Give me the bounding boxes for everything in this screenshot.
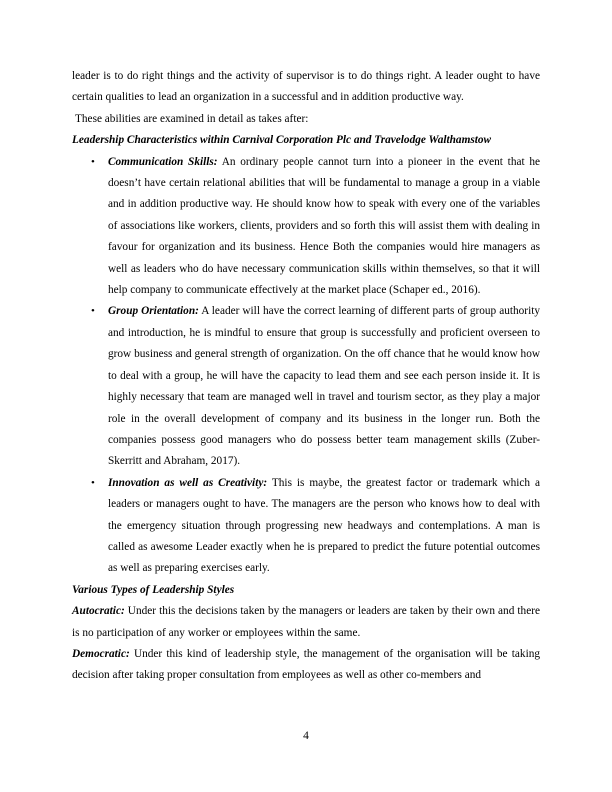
list-item-communication — [72, 152, 540, 302]
style-text: Under this kind of leadership style, the management of the organisation will be taking decision after taking proper consultation from employees as well as other co-members and — [72, 647, 540, 682]
bullet-term: Group Orientation: — [108, 305, 199, 318]
style-paragraph-democratic — [72, 644, 540, 687]
list-item-innovation — [72, 473, 540, 580]
intro-paragraph: leader is to do right things and the activity of supervisor is to do things right. A leader ought to have certain qualities to lead an organization in a successful and in addition productive way. — [72, 70, 540, 104]
bullet-icon: • — [91, 476, 95, 489]
bullet-text: An ordinary people cannot turn into a pioneer in the event that he doesn’t have certain relational abilities that will be fundamental to manage a group in a viable and in addition productive way. He should know how to speak with every one of the variables of associations like workers, clients, providers and so forth this will assist them with dealing in favour for organization and its business. Hence Both the companies would hire managers as well as leaders who do have necessary communication skills within themselves, so that it will help company to communicate effectively at the market place (Schaper ed., 2016). — [108, 155, 541, 297]
characteristics-list — [72, 152, 540, 580]
bullet-text: A leader will have the correct learning of different parts of group authority and introduction, he is mindful to ensure that group is successfully and proficient overseen to grow business and general strength of organization. On the off chance that he would know how to deal with a group, he will have the capacity to lead them and see each person inside it. It is highly necessary that team are managed well in travel and tourism sector, as they play a major role in the overall development of company and its business in the longer run. Both the companies possess good managers who do possess better team management skills (Zuber-Skerritt and Abraham, 2017). — [108, 305, 540, 468]
bullet-term: Communication Skills: — [108, 155, 218, 168]
bullet-term: Innovation as well as Creativity: — [108, 476, 268, 489]
page-number: 4 — [303, 730, 309, 742]
intro-line: These abilities are examined in detail as takes after: — [75, 112, 309, 125]
heading-leadership-characteristics: Leadership Characteristics within Carnival Corporation Plc and Travelodge Walthamstow — [72, 134, 492, 147]
list-item-group-orientation — [72, 301, 540, 472]
document-body — [72, 66, 540, 687]
style-term: Autocratic: — [72, 605, 125, 618]
bullet-text: This is maybe, the greatest factor or trademark which a leaders or managers ought to have. The managers are the person who knows how to deal with the emergency situation through progressing new headways and contemplations. A man is called as awesome Leader exactly when he is prepared to predict the future potential outcomes as well as preparing exercises early. — [108, 476, 541, 575]
style-term: Democratic: — [72, 647, 130, 660]
style-paragraph-autocratic — [72, 601, 540, 644]
bullet-icon: • — [91, 155, 95, 168]
style-text: Under this the decisions taken by the managers or leaders are taken by their own and there is no participation of any worker or employees within the same. — [72, 605, 540, 639]
bullet-icon: • — [91, 305, 95, 318]
heading-leadership-styles: Various Types of Leadership Styles — [72, 583, 235, 596]
